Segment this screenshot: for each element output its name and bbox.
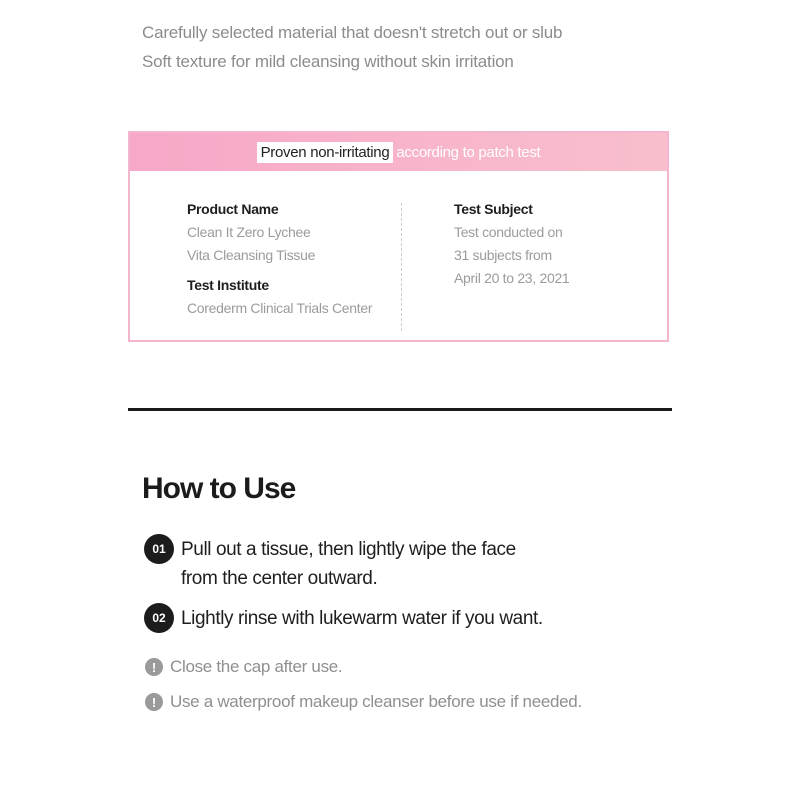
- product-name-line: Clean It Zero Lychee: [187, 224, 311, 240]
- intro-line: Carefully selected material that doesn't stretch out or slub: [142, 23, 563, 42]
- note-text: Use a waterproof makeup cleanser before use if needed.: [170, 692, 582, 711]
- test-institute-value: Corederm Clinical Trials Center: [187, 300, 373, 316]
- section-title: How to Use: [142, 472, 296, 505]
- test-subject-line: Test conducted on: [454, 224, 563, 240]
- header-highlight: Proven non-irritating: [257, 142, 394, 163]
- header-rest: according to patch test: [396, 143, 541, 161]
- intro-line: Soft texture for mild cleansing without skin irritation: [142, 52, 514, 71]
- exclamation-icon: !: [145, 693, 163, 711]
- step-number-badge: 01: [144, 534, 174, 564]
- step-line: Pull out a tissue, then lightly wipe the face: [181, 539, 516, 560]
- product-name-label: Product Name: [187, 201, 279, 217]
- step-number-badge: 02: [144, 603, 174, 633]
- note-text: Close the cap after use.: [170, 657, 343, 676]
- test-subject-label: Test Subject: [454, 201, 533, 217]
- step-text: [181, 535, 516, 593]
- test-subject-line: 31 subjects from: [454, 247, 552, 263]
- card-header: [130, 133, 667, 171]
- note-item: [145, 657, 342, 677]
- exclamation-icon: !: [145, 658, 163, 676]
- intro-text: [142, 18, 562, 76]
- test-institute-label: Test Institute: [187, 277, 269, 293]
- product-name-line: Vita Cleansing Tissue: [187, 247, 316, 263]
- step-line: Lightly rinse with lukewarm water if you want.: [181, 608, 543, 629]
- test-subject-value: [454, 221, 569, 290]
- step-text: [181, 604, 543, 633]
- step-line: from the center outward.: [181, 568, 378, 589]
- note-item: [145, 692, 582, 712]
- patch-test-card: [128, 131, 669, 342]
- product-name-value: [187, 221, 315, 267]
- test-subject-line: April 20 to 23, 2021: [454, 270, 570, 286]
- column-divider: [401, 203, 402, 331]
- section-divider: [128, 408, 672, 411]
